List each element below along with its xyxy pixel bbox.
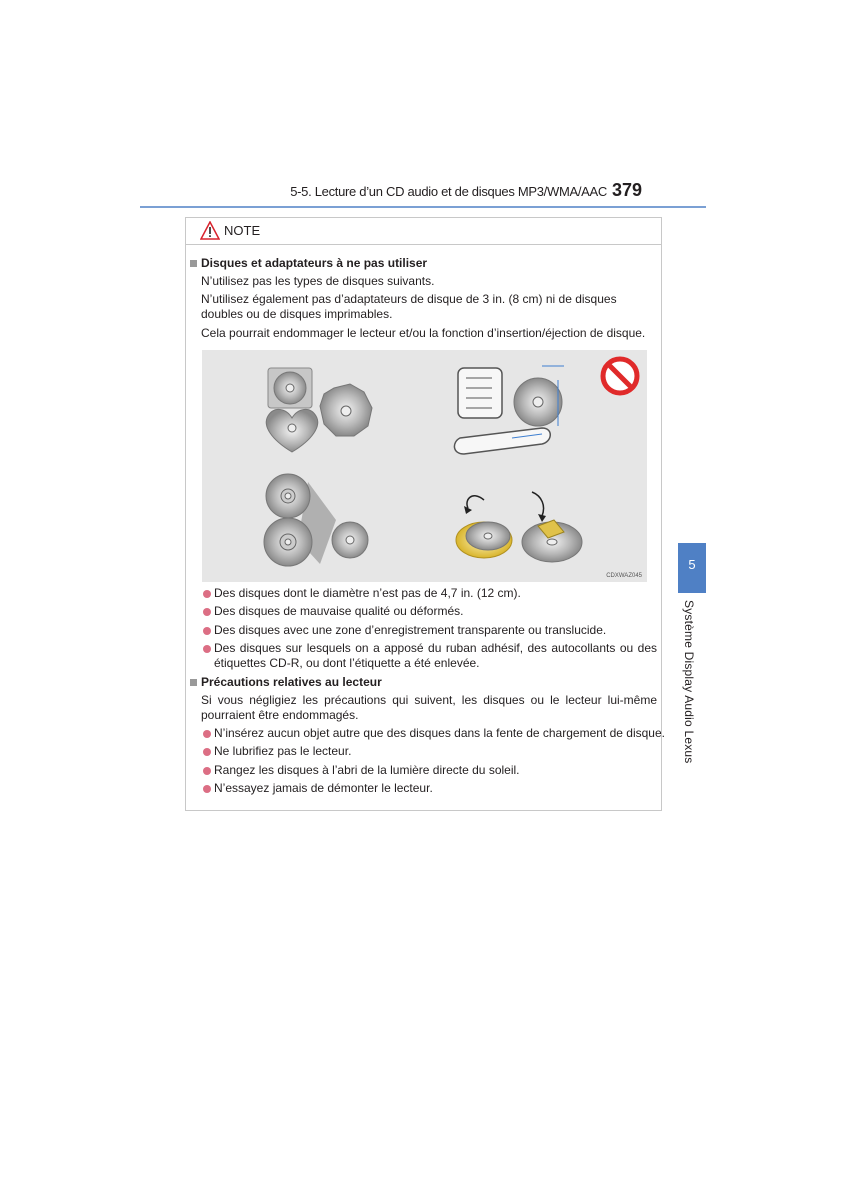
unsuitable-discs-illustration xyxy=(202,350,647,582)
warning-icon xyxy=(200,221,220,240)
page-number: 379 xyxy=(612,180,643,200)
section-heading-discs: Disques et adaptateurs à ne pas utiliser xyxy=(201,256,428,270)
paragraph: Si vous négligiez les précautions qui suivent, les disques ou le lecteur lui-même pourraient être endommagés. xyxy=(201,693,657,722)
square-disc-icon xyxy=(268,368,312,408)
adapter-discs-icon xyxy=(264,474,368,566)
paragraph: N’utilisez également pas d’adaptateurs de disque de 3 in. (8 cm) ni de disques doubles ou de disques imprimables. xyxy=(201,292,617,321)
bullet-dot xyxy=(203,627,211,635)
illustration-code: CDXWAZ045 xyxy=(606,573,642,579)
bullet-dot xyxy=(203,785,211,793)
section-heading-precautions: Précautions relatives au lecteur xyxy=(201,675,382,689)
section-square-bullet xyxy=(190,260,197,267)
chapter-tab: 5 xyxy=(678,543,706,593)
labelled-discs-icon xyxy=(456,492,582,562)
bullet-text: N’insérez aucun objet autre que des disques dans la fente de chargement de disque. xyxy=(214,726,665,740)
section-square-bullet xyxy=(190,679,197,686)
bullet-text: Des disques avec une zone d’enregistrement transparente ou translucide. xyxy=(214,623,607,637)
chapter-side-label: Système Display Audio Lexus xyxy=(682,600,696,764)
note-header xyxy=(186,218,661,245)
bullet-dot xyxy=(203,767,211,775)
octagon-disc-icon xyxy=(320,384,372,436)
paragraph: Cela pourrait endommager le lecteur et/ou la fonction d’insertion/éjection de disque. xyxy=(201,326,646,340)
bullet-dot xyxy=(203,730,211,738)
bullet-dot xyxy=(203,590,211,598)
bullet-text: Ne lubrifiez pas le lecteur. xyxy=(214,744,352,758)
paragraph: N’utilisez pas les types de disques suivants. xyxy=(201,274,435,288)
running-header-title: 5-5. Lecture d’un CD audio et de disques MP3/WMA/AAC xyxy=(290,184,607,199)
bullet-dot xyxy=(203,608,211,616)
note-label: NOTE xyxy=(224,223,261,238)
heart-disc-icon xyxy=(266,409,317,452)
prohibited-icon xyxy=(603,359,637,393)
bullet-text: Des disques dont le diamètre n’est pas de 4,7 in. (12 cm). xyxy=(214,586,521,600)
bullet-dot xyxy=(203,645,211,653)
bullet-text: Rangez les disques à l’abri de la lumière directe du soleil. xyxy=(214,763,520,777)
header-rule xyxy=(140,206,706,208)
bullet-dot xyxy=(203,748,211,756)
printable-disc-icon xyxy=(454,366,564,454)
bullet-text: N’essayez jamais de démonter le lecteur. xyxy=(214,781,433,795)
bullet-text: Des disques de mauvaise qualité ou déformés. xyxy=(214,604,464,618)
bullet-text: Des disques sur lesquels on a apposé du ruban adhésif, des autocollants ou des étiquettes CD-R, ou dont l’étiquette a été enlevée. xyxy=(214,641,657,670)
